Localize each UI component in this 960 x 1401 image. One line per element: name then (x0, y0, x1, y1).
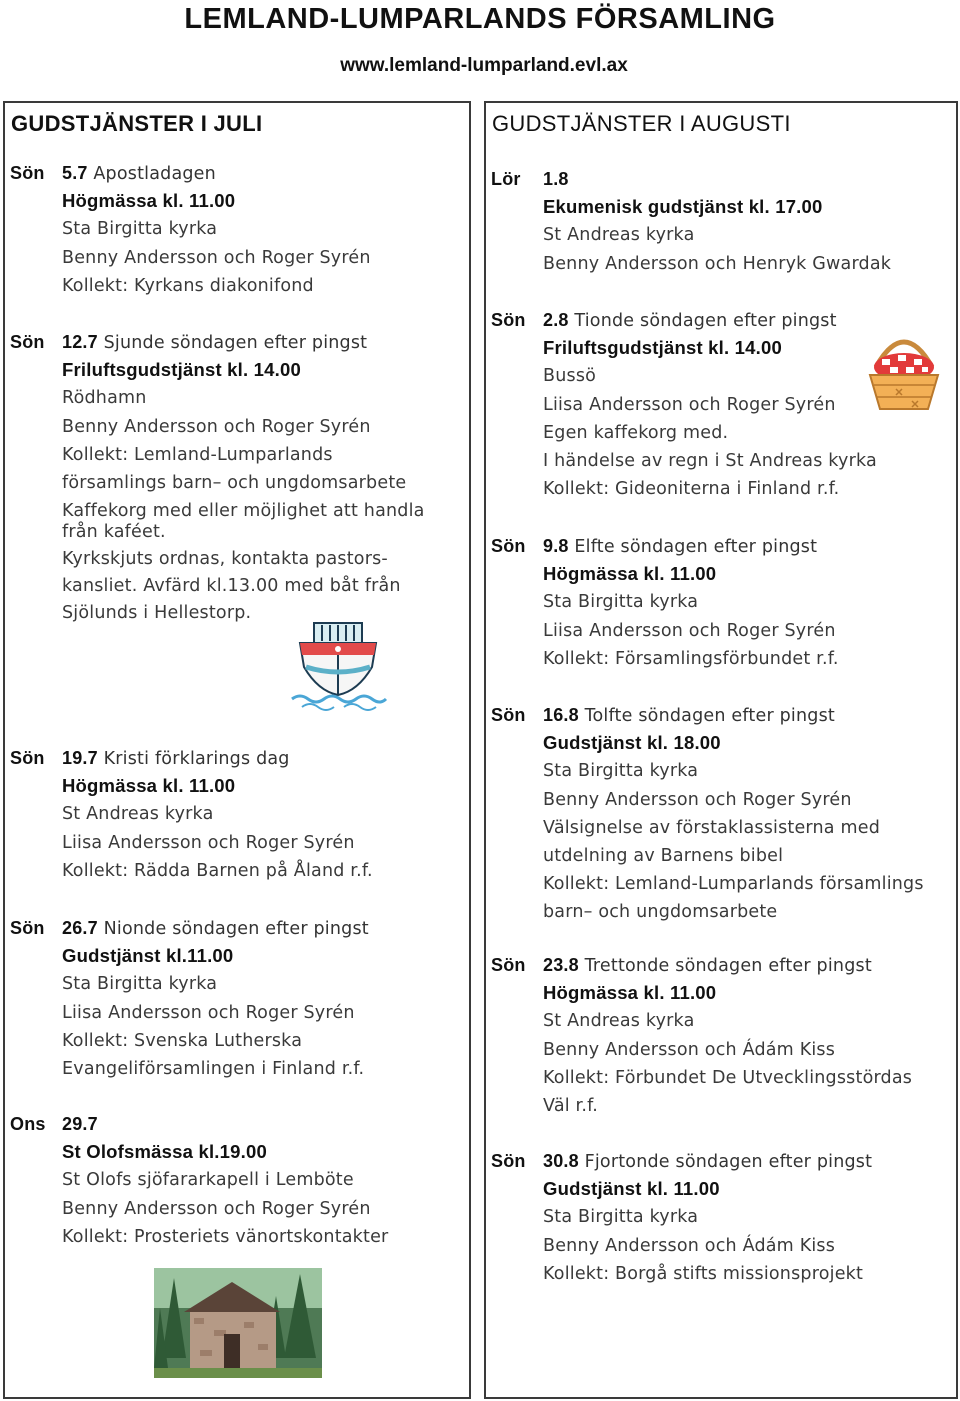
service-detail-line: Sta Birgitta kyrka (543, 761, 699, 782)
service-title: Högmässa kl. 11.00 (543, 982, 717, 1004)
service-date: 5.7 (62, 163, 88, 183)
service-date-line (543, 955, 872, 976)
service-detail-line: församlings barn– och ungdomsarbete (62, 473, 407, 493)
service-detail-line: Liisa Andersson och Roger Syrén (62, 1002, 355, 1023)
service-detail-line: Kollekt: Kyrkans diakonifond (62, 275, 314, 296)
service-detail-line: Liisa Andersson och Roger Syrén (543, 394, 836, 415)
service-detail-line: utdelning av Barnens bibel (543, 846, 784, 866)
service-detail-line: Sta Birgitta kyrka (62, 219, 218, 240)
service-title: Gudstjänst kl. 11.00 (543, 1178, 720, 1200)
service-title: Högmässa kl. 11.00 (62, 190, 236, 212)
service-day-name: Trettonde söndagen efter pingst (584, 956, 872, 976)
service-day: Sön (491, 705, 526, 725)
service-detail-line: Kollekt: Gideoniterna i Finland r.f. (543, 479, 840, 500)
service-detail-line: Väl r.f. (543, 1096, 598, 1116)
service-day-name: Nionde söndagen efter pingst (103, 919, 369, 939)
service-date-line (543, 536, 817, 557)
service-detail-line: Benny Andersson och Roger Syrén (62, 247, 371, 268)
service-day: Sön (491, 955, 526, 975)
service-date-line (543, 169, 569, 190)
service-title: Gudstjänst kl.11.00 (62, 945, 234, 967)
service-detail-line: St Andreas kyrka (62, 804, 214, 825)
service-date: 9.8 (543, 536, 569, 556)
water-waves (292, 696, 386, 702)
service-day: Sön (10, 332, 45, 352)
service-title: Högmässa kl. 11.00 (62, 775, 236, 797)
service-title: Friluftsgudstjänst kl. 14.00 (62, 359, 301, 381)
service-day: Sön (491, 310, 526, 330)
service-detail-line: Kaffekorg med eller möjlighet att handla (62, 501, 425, 522)
service-detail-line: Kollekt: Lemland-Lumparlands (62, 444, 333, 465)
service-title: Ekumenisk gudstjänst kl. 17.00 (543, 196, 823, 218)
service-detail-line: Benny Andersson och Henryk Gwardak (543, 253, 892, 274)
service-date-line (543, 705, 835, 726)
service-day: Sön (10, 163, 45, 183)
service-day-name: Sjunde söndagen efter pingst (103, 333, 368, 353)
service-detail-line: Benny Andersson och Ádám Kiss (543, 1235, 836, 1256)
picnic-basket-illustration (862, 327, 946, 413)
july-heading: GUDSTJÄNSTER I JULI (11, 111, 263, 136)
service-detail-line: Egen kaffekorg med. (543, 422, 729, 443)
service-detail-line: Kollekt: Rädda Barnen på Åland r.f. (62, 860, 373, 881)
service-day: Sön (10, 918, 45, 938)
service-detail-line: Benny Andersson och Roger Syrén (62, 1198, 371, 1219)
service-title: Friluftsgudstjänst kl. 14.00 (543, 337, 782, 359)
service-title: Gudstjänst kl. 18.00 (543, 732, 721, 754)
service-date: 26.7 (62, 918, 98, 938)
service-day-name: Tolfte söndagen efter pingst (584, 706, 835, 726)
service-date-line (62, 918, 369, 939)
service-detail-line: Liisa Andersson och Roger Syrén (62, 832, 355, 853)
service-date-line (62, 332, 367, 353)
service-detail-line: Sjölunds i Hellestorp. (62, 602, 252, 623)
service-detail-line: från kaféet. (62, 522, 166, 543)
service-detail-line: barn– och ungdomsarbete (543, 902, 778, 923)
service-date-line (62, 163, 216, 184)
service-date: 12.7 (62, 332, 98, 352)
service-detail-line: I händelse av regn i St Andreas kyrka (543, 451, 877, 471)
service-date: 16.8 (543, 705, 579, 725)
service-day-name: Tionde söndagen efter pingst (574, 311, 837, 331)
service-day: Sön (10, 748, 45, 768)
service-detail-line: Rödhamn (62, 388, 147, 409)
service-date: 29.7 (62, 1114, 98, 1134)
service-date-line (543, 1151, 872, 1172)
service-detail-line: Liisa Andersson och Roger Syrén (543, 620, 836, 641)
service-day-name: Apostladagen (93, 164, 216, 184)
august-panel (484, 101, 958, 1399)
service-day-name: Elfte söndagen efter pingst (574, 537, 818, 557)
service-date: 2.8 (543, 310, 569, 330)
service-date-line (62, 1114, 98, 1135)
service-detail-line: Kollekt: Förbundet De Utvecklingsstördas (543, 1067, 913, 1088)
service-date: 30.8 (543, 1151, 579, 1171)
service-detail-line: Sta Birgitta kyrka (543, 592, 699, 613)
service-day-name: Kristi förklarings dag (103, 749, 290, 769)
service-detail-line: Bussö (543, 366, 597, 387)
service-day-name: Fjortonde söndagen efter pingst (584, 1152, 873, 1172)
august-heading: GUDSTJÄNSTER I AUGUSTI (492, 111, 791, 136)
service-detail-line: Kollekt: Församlingsförbundet r.f. (543, 648, 839, 669)
service-detail-line: Kyrkskjuts ordnas, kontakta pastors- (62, 549, 388, 570)
service-detail-line: Sta Birgitta kyrka (543, 1207, 699, 1228)
service-detail-line: kansliet. Avfärd kl.13.00 med båt från (62, 576, 401, 596)
service-day: Sön (491, 1151, 526, 1171)
service-title: St Olofsmässa kl.19.00 (62, 1141, 267, 1163)
service-detail-line: St Andreas kyrka (543, 225, 695, 246)
service-date: 1.8 (543, 169, 569, 189)
service-detail-line: Välsignelse av förstaklassisterna med (543, 817, 881, 838)
service-detail-line: Evangeliförsamlingen i Finland r.f. (62, 1059, 365, 1079)
service-day: Lör (491, 169, 521, 189)
basket-body (870, 375, 938, 409)
service-title: Högmässa kl. 11.00 (543, 563, 717, 585)
service-detail-line: Benny Andersson och Roger Syrén (543, 789, 852, 810)
service-date: 23.8 (543, 955, 579, 975)
service-date-line (62, 748, 290, 769)
service-detail-line: Kollekt: Lemland-Lumparlands församlings (543, 874, 924, 895)
service-detail-line: Sta Birgitta kyrka (62, 974, 218, 995)
service-detail-line: Kollekt: Prosteriets vänortskontakter (62, 1226, 389, 1247)
service-detail-line: Kollekt: Svenska Lutherska (62, 1030, 303, 1051)
boat-illustration (288, 621, 388, 713)
service-detail-line: Kollekt: Borgå stifts missionsprojekt (543, 1263, 864, 1284)
service-detail-line: Benny Andersson och Roger Syrén (62, 416, 371, 437)
service-day: Ons (10, 1114, 46, 1134)
service-detail-line: St Olofs sjöfararkapell i Lemböte (62, 1170, 354, 1191)
service-detail-line: St Andreas kyrka (543, 1011, 695, 1032)
chapel-photo (154, 1268, 322, 1378)
page-title: LEMLAND-LUMPARLANDS FÖRSAMLING (184, 3, 776, 35)
website-url[interactable]: www.lemland-lumparland.evl.ax (340, 55, 628, 76)
july-panel (3, 101, 471, 1399)
service-day: Sön (491, 536, 526, 556)
service-date-line (543, 310, 837, 331)
service-date: 19.7 (62, 748, 98, 768)
service-detail-line: Benny Andersson och Ádám Kiss (543, 1039, 836, 1060)
